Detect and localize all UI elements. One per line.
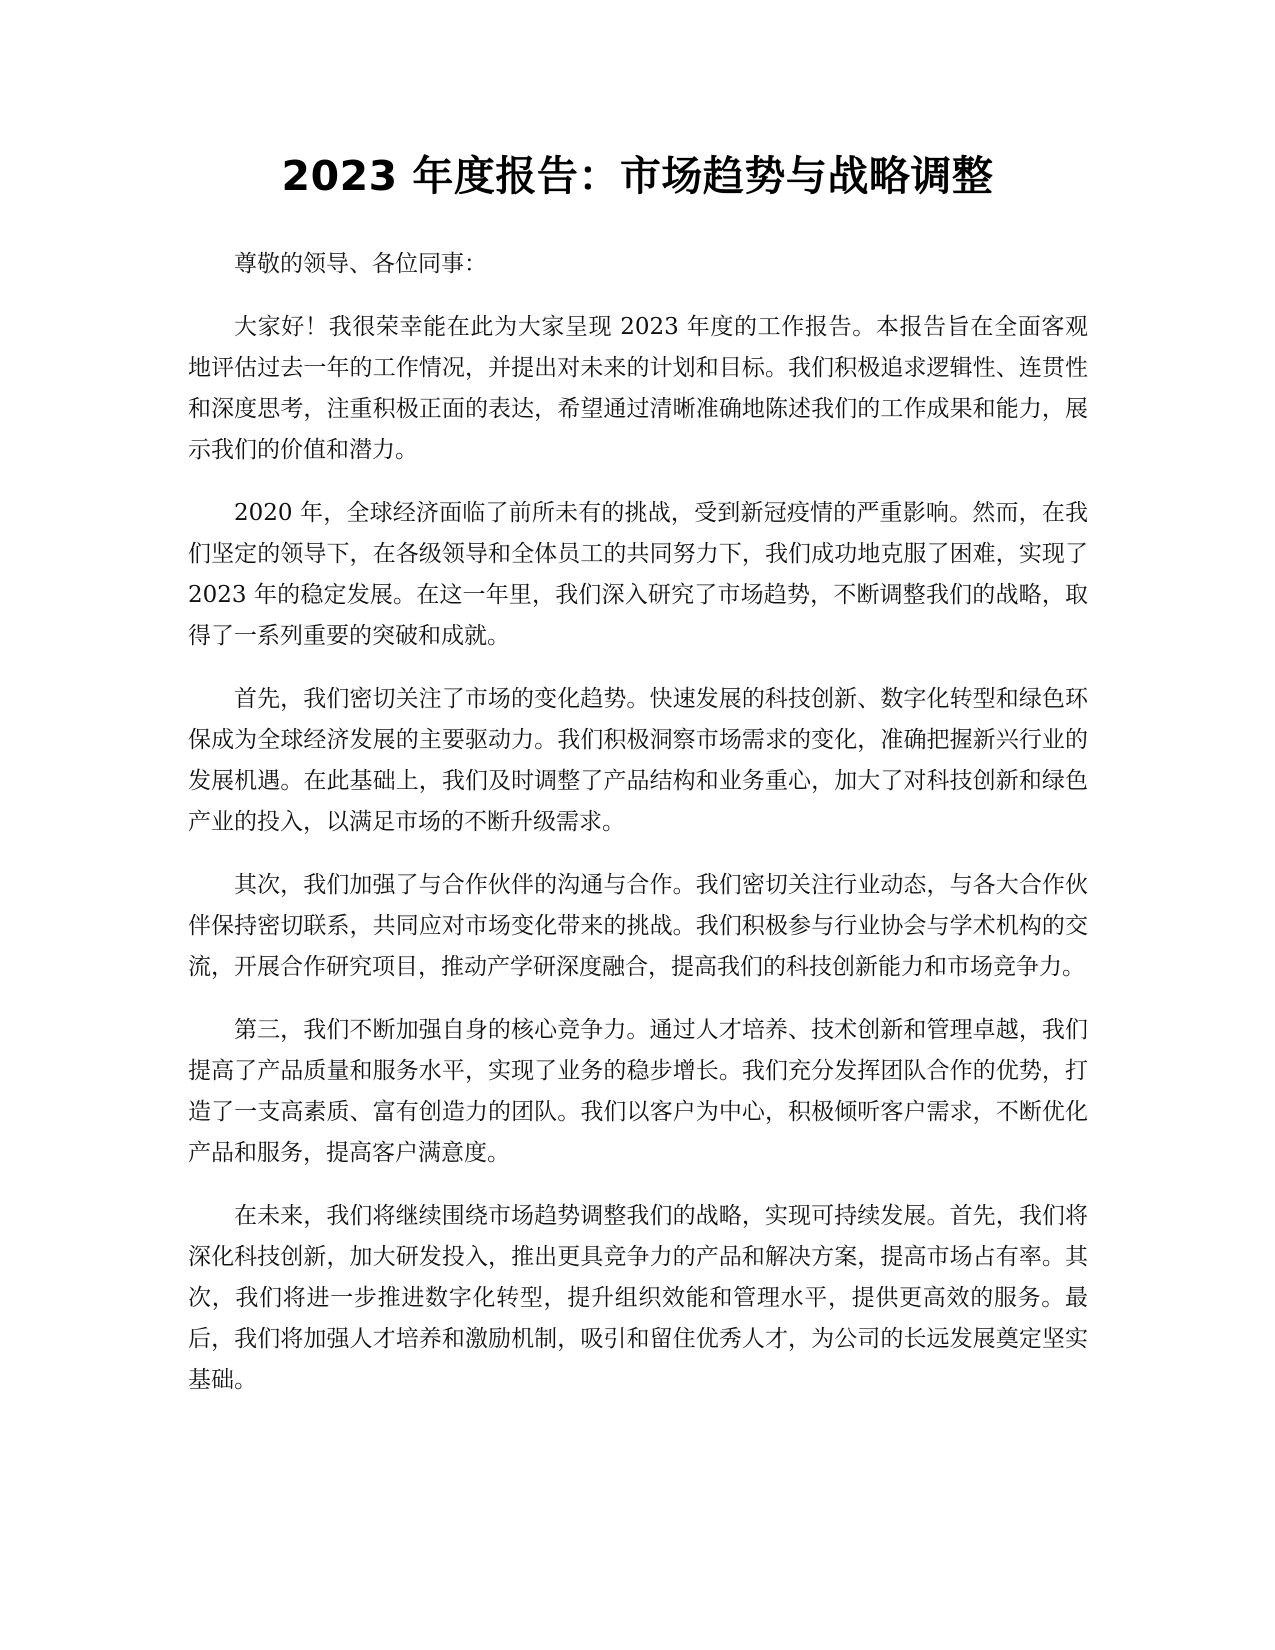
paragraph-future-plans: 在未来，我们将继续围绕市场趋势调整我们的战略，实现可持续发展。首先，我们将深化科技创新，加大研发投入，推出更具竞争力的产品和解决方案，提高市场占有率。其次，我们将进一步推进数字化转型，提升组织效能和管理水平，提供更高效的服务。最后，我们将加强人才培养和激励机制，吸引和留住优秀人才，为公司的长远发展奠定坚实基础。 xyxy=(188,1203,1088,1393)
paragraph-background: 2020 年，全球经济面临了前所未有的挑战，受到新冠疫情的严重影响。然而，在我们坚定的领导下，在各级领导和全体员工的共同努力下，我们成功地克服了困难，实现了 2023 年的稳定发展。在这一年里，我们深入研究了市场趋势，不断调整我们的战略，取得了一系列重要的突破和成就。 xyxy=(188,500,1088,649)
greeting-line: 尊敬的领导、各位同事： xyxy=(234,251,487,277)
paragraph-partnership: 其次，我们加强了与合作伙伴的沟通与合作。我们密切关注行业动态，与各大合作伙伴保持密切联系，共同应对市场变化带来的挑战。我们积极参与行业协会与学术机构的交流，开展合作研究项目，推动产学研深度融合，提高我们的科技创新能力和市场竞争力。 xyxy=(188,872,1088,980)
document-body xyxy=(188,244,1088,1423)
paragraph-core-competence: 第三，我们不断加强自身的核心竞争力。通过人才培养、技术创新和管理卓越，我们提高了产品质量和服务水平，实现了业务的稳步增长。我们充分发挥团队合作的优势，打造了一支高素质、富有创造力的团队。我们以客户为中心，积极倾听客户需求，不断优化产品和服务，提高客户满意度。 xyxy=(188,1017,1088,1166)
paragraph-market-trends: 首先，我们密切关注了市场的变化趋势。快速发展的科技创新、数字化转型和绿色环保成为全球经济发展的主要驱动力。我们积极洞察市场需求的变化，准确把握新兴行业的发展机遇。在此基础上，我们及时调整了产品结构和业务重心，加大了对科技创新和绿色产业的投入，以满足市场的不断升级需求。 xyxy=(188,686,1088,835)
paragraph-intro: 大家好！我很荣幸能在此为大家呈现 2023 年度的工作报告。本报告旨在全面客观地评估过去一年的工作情况，并提出对未来的计划和目标。我们积极追求逻辑性、连贯性和深度思考，注重积极正面的表达，希望通过清晰准确地陈述我们的工作成果和能力，展示我们的价值和潜力。 xyxy=(188,314,1088,463)
document-title: 2023 年度报告：市场趋势与战略调整 xyxy=(281,152,994,200)
